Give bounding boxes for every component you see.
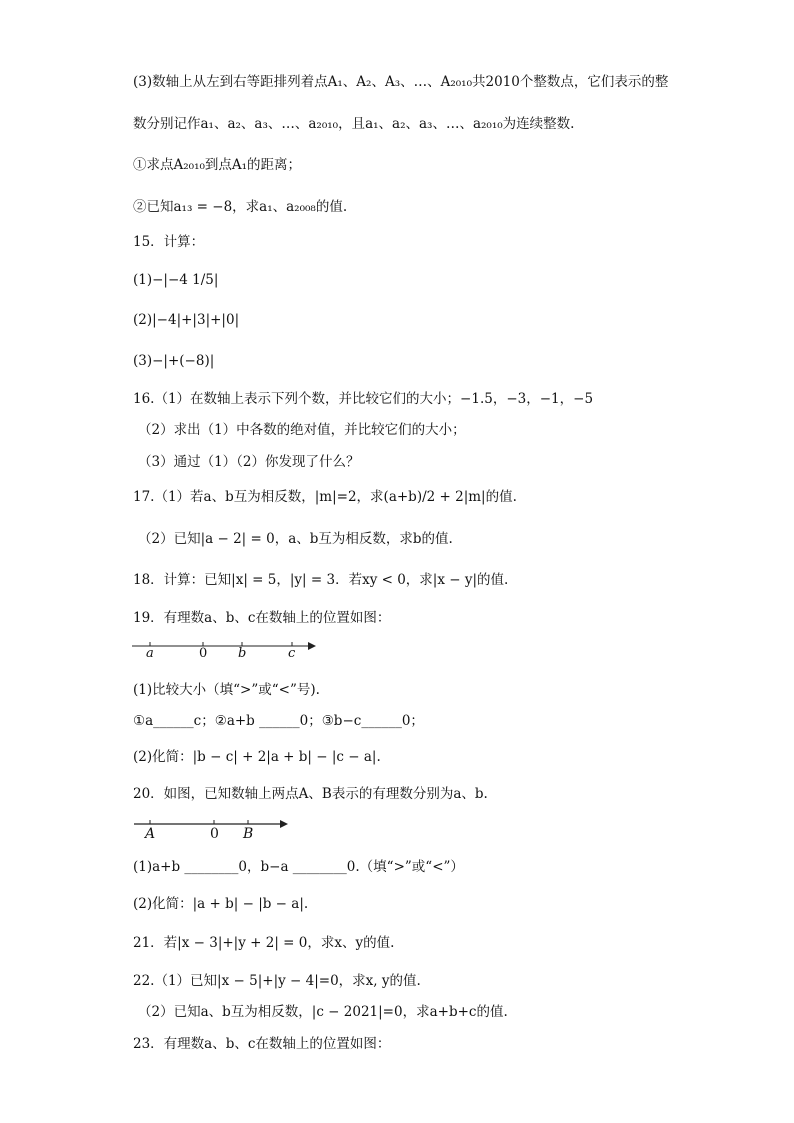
text-line-17: ①a______c；②a+b ______0；③b−c______0； <box>133 713 424 729</box>
text-line-18: (2)化简：|b − c| + 2|a + b| − |c − a|. <box>133 749 381 765</box>
text-line-21: (2)化简：|a + b| − |b − a|. <box>133 896 309 912</box>
label-zero: 0 <box>199 646 208 661</box>
text-line-11: （3）通过（1）（2）你发现了什么？ <box>138 454 360 470</box>
text-line-8: (3)−|+(−8)| <box>133 353 215 369</box>
label-a: a <box>146 646 154 661</box>
text-line-22: 21．若|x − 3|+|y + 2| = 0，求x、y的值. <box>133 935 395 951</box>
text-line-20: (1)a+b ________0，b−a ________0.（填“>”或“<”） <box>133 859 464 875</box>
text-line-13: （2）已知|a − 2| = 0，a、b互为相反数，求b的值. <box>138 531 453 547</box>
text-line-14: 18．计算：已知|x| = 5，|y| = 3．若xy < 0，求|x − y|的值. <box>133 572 509 588</box>
text-line-3: ①求点A₂₀₁₀到点A₁的距离； <box>133 157 302 173</box>
text-line-4: ②已知a₁₃ = −8，求a₁、a₂₀₀₈的值. <box>133 199 348 215</box>
text-line-15: 19．有理数a、b、c在数轴上的位置如图： <box>133 610 391 626</box>
text-line-5: 15．计算： <box>133 234 205 250</box>
text-line-12: 17.（1）若a、b互为相反数，|m|=2，求(a+b)/2 + 2|m|的值. <box>133 489 517 505</box>
label-c: c <box>288 646 296 661</box>
label-B: B <box>243 826 254 842</box>
text-line-19: 20．如图，已知数轴上两点A、B表示的有理数分别为a、b. <box>133 786 488 802</box>
text-line-23: 22.（1）已知|x − 5|+|y − 4|=0，求x, y的值. <box>133 973 421 989</box>
number-line-figure-19 <box>130 636 330 664</box>
text-line-16: (1)比较大小（填“>”或“<”号). <box>133 682 320 698</box>
text-line-24: （2）已知a、b互为相反数，|c − 2021|=0，求a+b+c的值. <box>138 1004 508 1020</box>
label-A: A <box>145 826 156 842</box>
text-line-6: (1)−|−4 1/5| <box>133 272 219 288</box>
text-line-2: 数分别记作a₁、a₂、a₃、…、a₂₀₁₀，且a₁、a₂、a₃、…、a₂₀₁₀为连续整数. <box>133 116 575 132</box>
text-line-10: （2）求出（1）中各数的绝对值，并比较它们的大小； <box>138 422 466 438</box>
text-line-25: 23．有理数a、b、c在数轴上的位置如图： <box>133 1036 391 1052</box>
text-line-9: 16.（1）在数轴上表示下列个数，并比较它们的大小；−1.5，−3，−1，−5 <box>133 391 594 407</box>
text-line-7: (2)|−4|+|3|+|0| <box>133 312 240 328</box>
number-line-19-svg <box>130 636 330 664</box>
number-line-figure-20 <box>130 816 300 846</box>
label-zero-20: 0 <box>210 826 219 842</box>
label-b: b <box>238 646 247 661</box>
text-line-1: (3)数轴上从左到右等距排列着点A₁、A₂、A₃、…、A₂₀₁₀共2010个整数点，它们表示的整 <box>133 74 669 90</box>
